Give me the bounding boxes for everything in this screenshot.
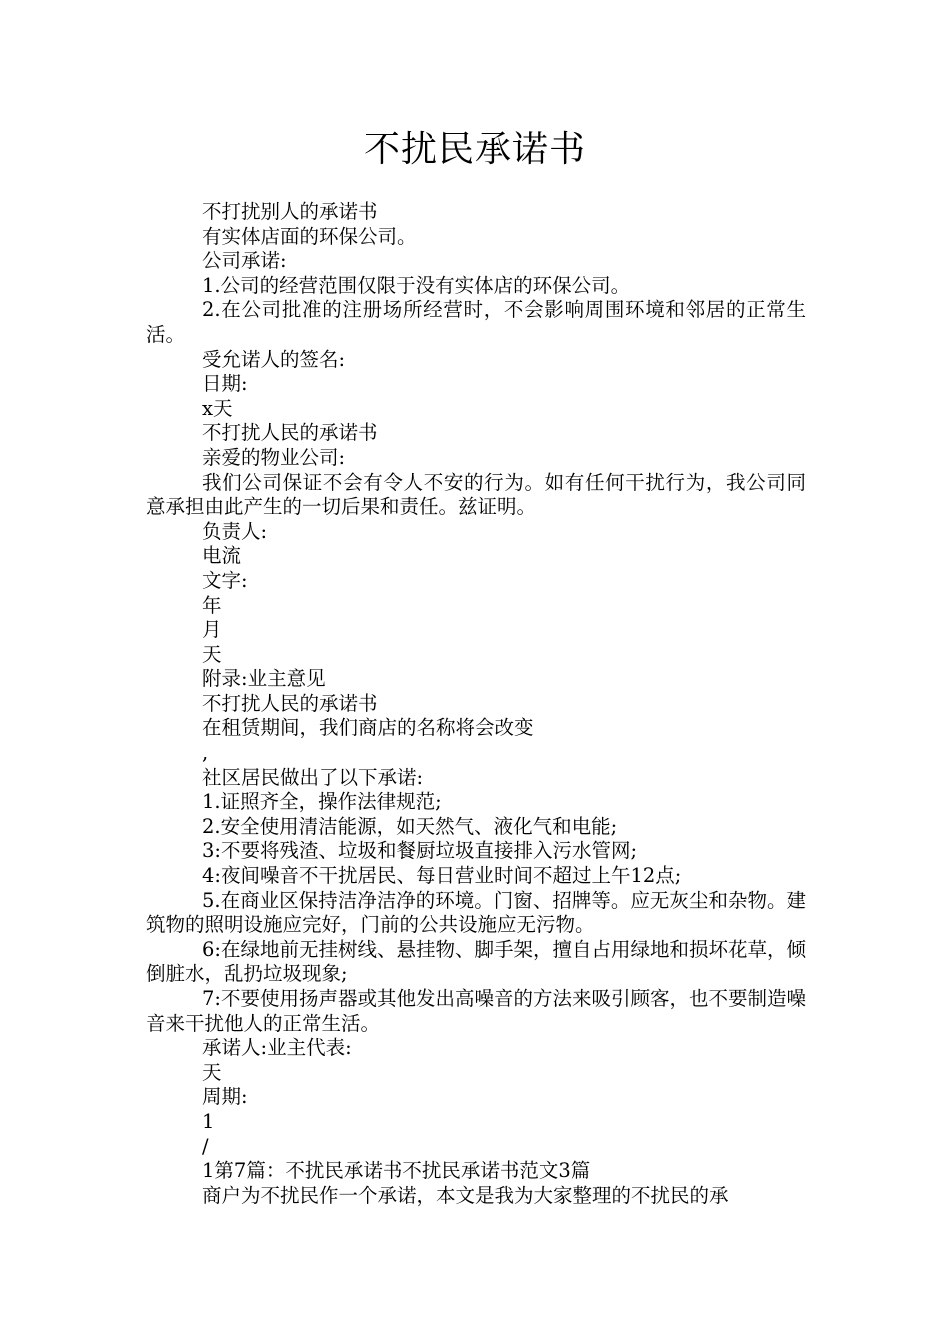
paragraph: 1.公司的经营范围仅限于没有实体店的环保公司。 bbox=[202, 273, 631, 297]
paragraph: 1.证照齐全，操作法律规范; bbox=[202, 790, 442, 814]
paragraph: 文字: bbox=[202, 568, 248, 592]
paragraph: 承诺人:业主代表: bbox=[202, 1036, 352, 1060]
paragraph: 在租赁期间，我们商店的名称将会改变 bbox=[202, 716, 534, 740]
paragraph: 2.安全使用清洁能源，如天然气、液化气和电能; bbox=[202, 814, 618, 838]
paragraph: 我们公司保证不会有令人不安的行为。如有任何干扰行为，我公司同意承担由此产生的一切后果和责任。兹证明。 bbox=[146, 470, 806, 519]
paragraph: 日期: bbox=[202, 372, 248, 396]
paragraph: 月 bbox=[202, 618, 222, 642]
paragraph: 亲爱的物业公司: bbox=[202, 445, 346, 469]
paragraph: 4:夜间噪音不干扰居民、每日营业时间不超过上午12点; bbox=[202, 864, 682, 888]
paragraph: 不打扰别人的承诺书 bbox=[202, 200, 378, 223]
paragraph: 公司承诺: bbox=[202, 249, 287, 273]
paragraph: / bbox=[202, 1134, 209, 1158]
paragraph: x天 bbox=[202, 396, 233, 420]
paragraph: 受允诺人的签名: bbox=[202, 347, 346, 371]
paragraph: 不打扰人民的承诺书 bbox=[202, 691, 378, 715]
paragraph: 商户为不扰民作一个承诺，本文是我为大家整理的不扰民的承 bbox=[202, 1183, 729, 1207]
paragraph: 不打扰人民的承诺书 bbox=[202, 421, 378, 445]
paragraph: 天 bbox=[202, 642, 222, 666]
paragraph: 5.在商业区保持洁净洁净的环境。门窗、招牌等。应无灰尘和杂物。建筑物的照明设施应完好，门前的公共设施应无污物。 bbox=[146, 888, 806, 937]
paragraph: 6:在绿地前无挂树线、悬挂物、脚手架，擅自占用绿地和损坏花草，倾倒脏水，乱扔垃圾现象; bbox=[146, 937, 806, 986]
document-title: 不扰民承诺书 bbox=[363, 129, 586, 170]
paragraph: 年 bbox=[202, 593, 222, 617]
paragraph: 7:不要使用扬声器或其他发出高噪音的方法来吸引顾客，也不要制造噪音来干扰他人的正常生活。 bbox=[146, 987, 806, 1035]
paragraph: 1 bbox=[202, 1109, 215, 1133]
paragraph: 附录:业主意见 bbox=[202, 667, 326, 691]
paragraph: 电流 bbox=[202, 544, 242, 568]
paragraph: , bbox=[202, 741, 209, 765]
paragraph: 有实体店面的环保公司。 bbox=[202, 224, 417, 248]
paragraph: 负责人: bbox=[202, 519, 268, 543]
paragraph: 周期: bbox=[202, 1085, 248, 1109]
paragraph: 3:不要将残渣、垃圾和餐厨垃圾直接排入污水管网; bbox=[202, 839, 638, 863]
paragraph: 1第7篇：不扰民承诺书不扰民承诺书范文3篇 bbox=[202, 1159, 591, 1183]
document-body bbox=[146, 200, 806, 1208]
paragraph: 天 bbox=[202, 1060, 222, 1084]
paragraph: 社区居民做出了以下承诺: bbox=[202, 765, 424, 789]
paragraph: 2.在公司批准的注册场所经营时，不会影响周围环境和邻居的正常生活。 bbox=[146, 298, 806, 346]
